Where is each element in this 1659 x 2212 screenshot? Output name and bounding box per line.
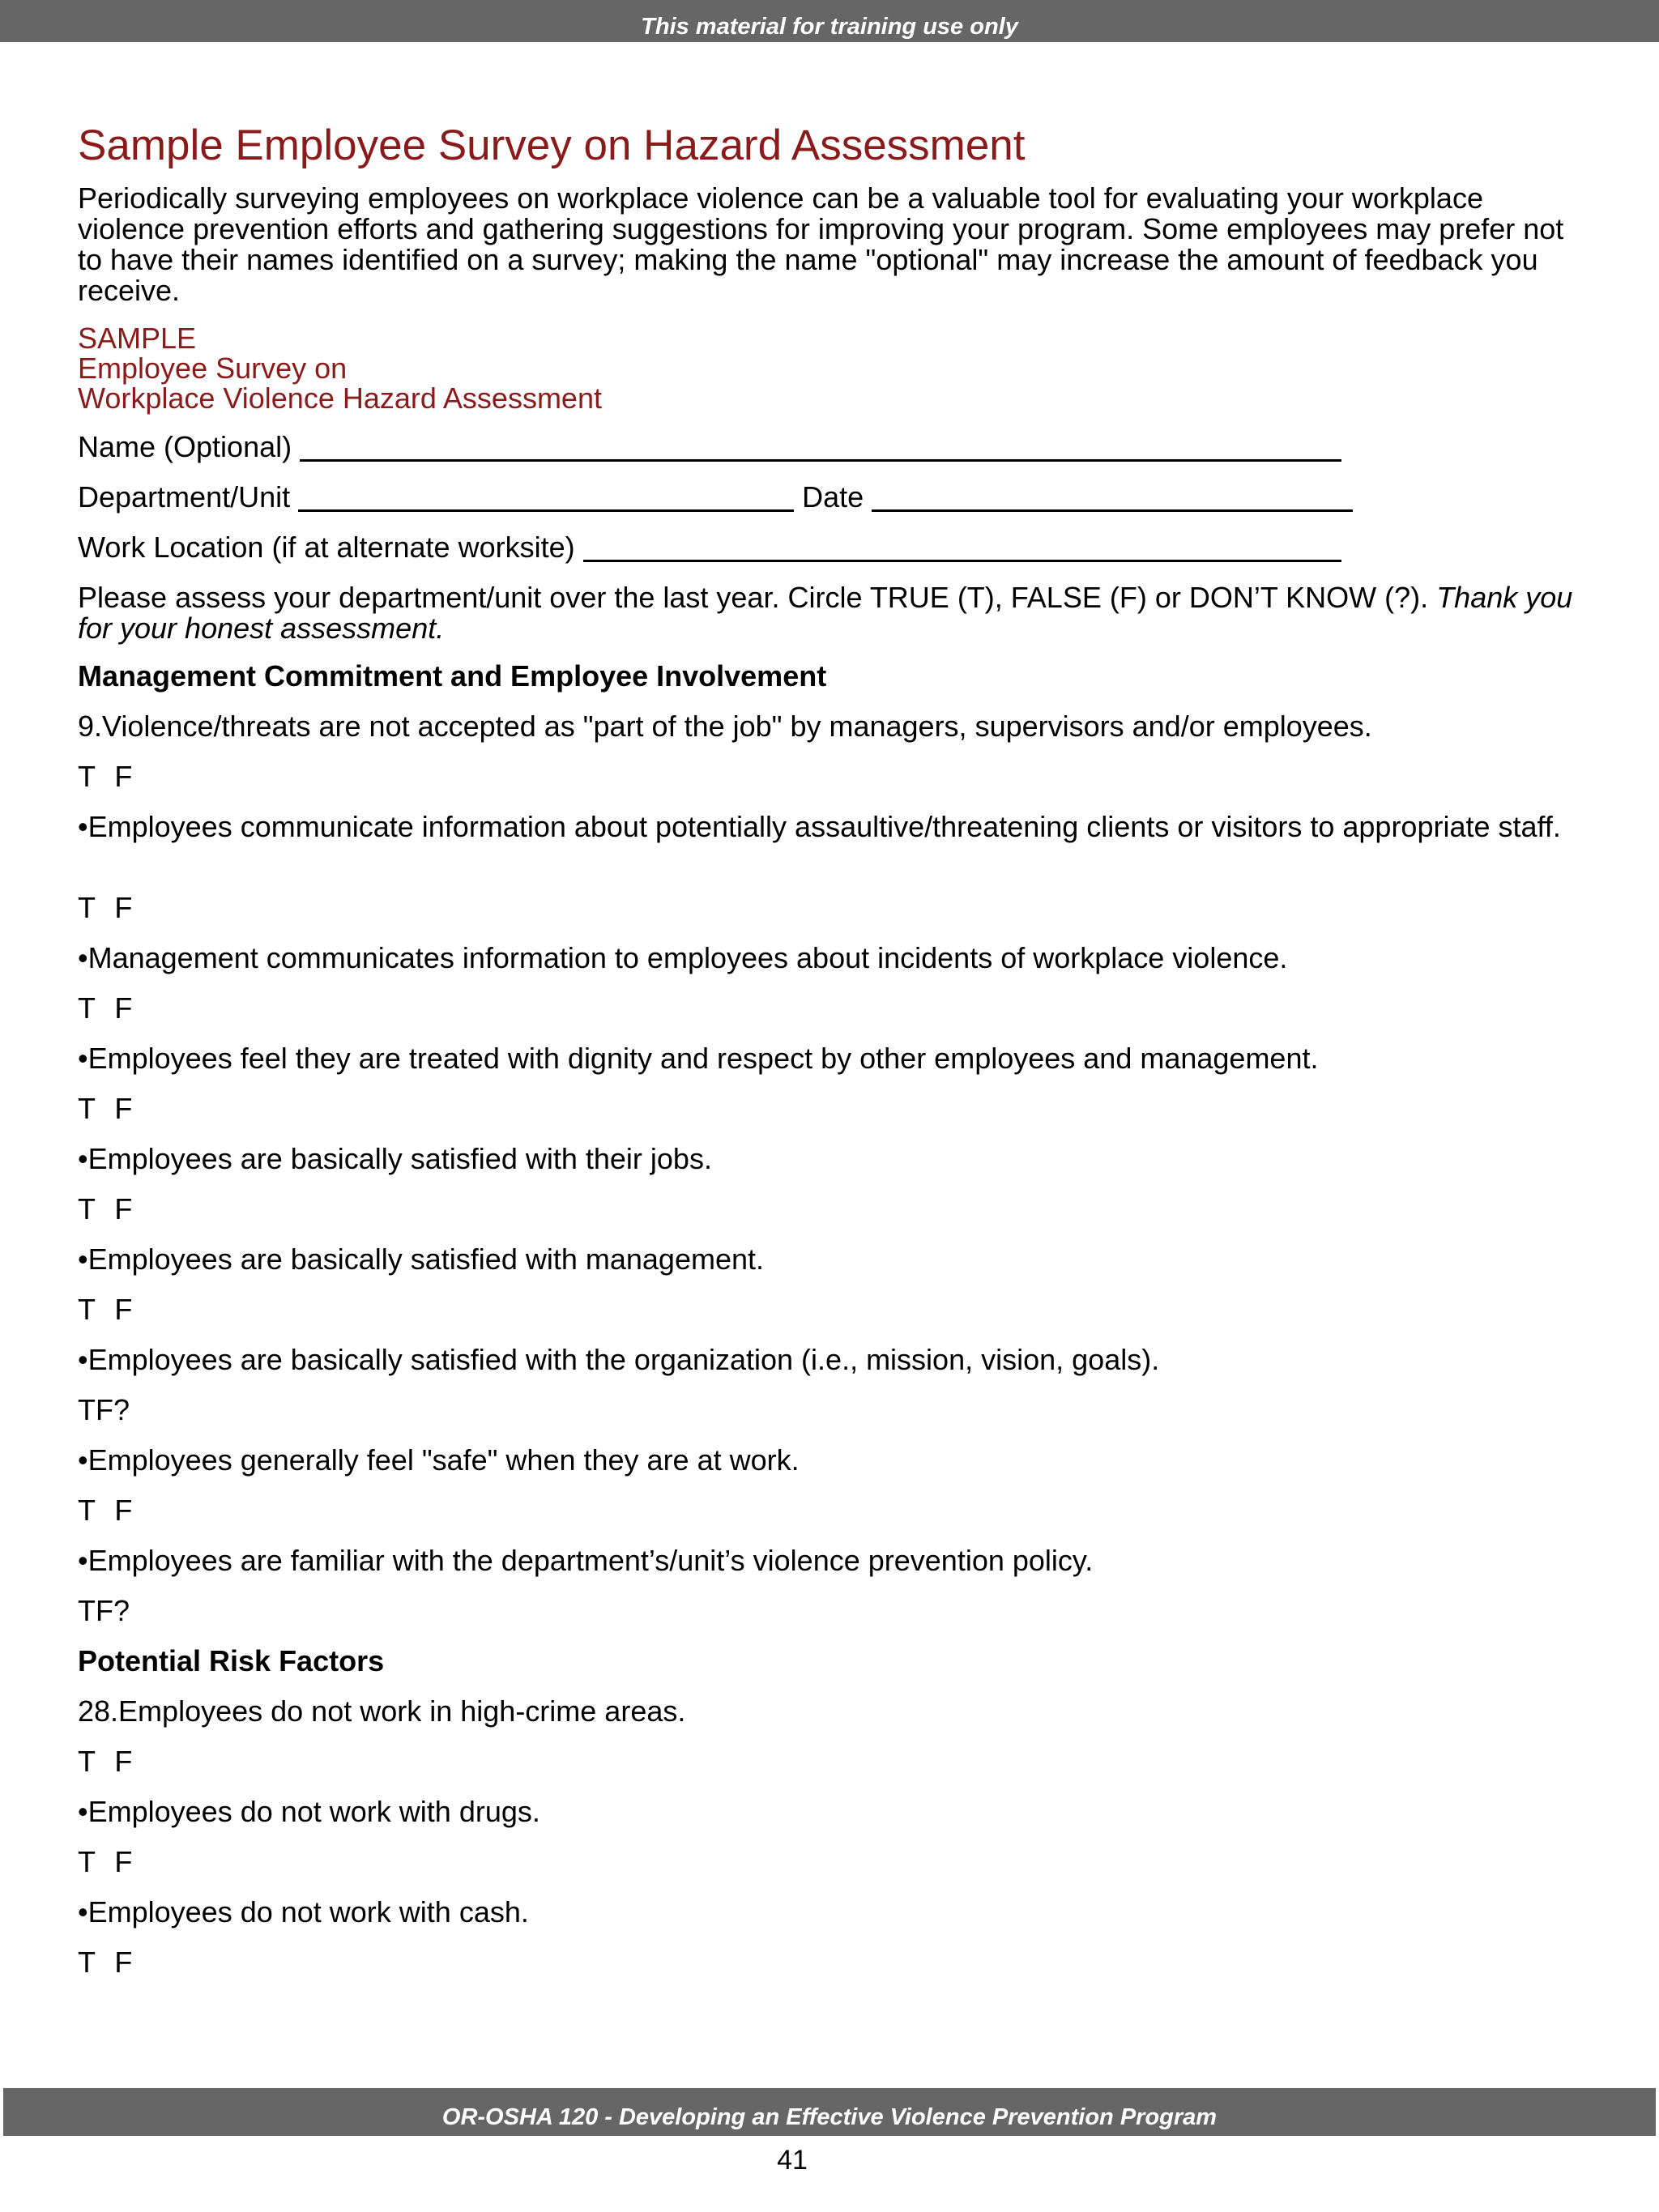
answer-options[interactable]: T F bbox=[78, 891, 133, 924]
page-number: 41 bbox=[777, 2145, 808, 2176]
instructions bbox=[78, 582, 1584, 644]
survey-item: •Employees are basically satisfied with the organization (i.e., mission, vision, goals). bbox=[78, 1343, 1160, 1376]
answer-options[interactable]: TF? bbox=[78, 1393, 130, 1426]
sample-heading-line: Workplace Violence Hazard Assessment bbox=[78, 381, 602, 415]
survey-item: •Employees generally feel "safe" when they are at work. bbox=[78, 1443, 800, 1477]
work-location-label: Work Location (if at alternate worksite) bbox=[78, 531, 575, 564]
survey-item: 9.Violence/threats are not accepted as "part of the job" by managers, supervisors and/or employees. bbox=[78, 710, 1372, 743]
survey-item: •Employees feel they are treated with dignity and respect by other employees and management. bbox=[78, 1042, 1319, 1075]
work-location-row bbox=[78, 532, 1584, 582]
survey-item: •Employees are basically satisfied with management. bbox=[78, 1242, 765, 1276]
section-title-risk-factors: Potential Risk Factors bbox=[78, 1644, 385, 1677]
footer-banner: OR-OSHA 120 - Developing an Effective Violence Prevention Program bbox=[3, 2088, 1656, 2136]
name-field[interactable] bbox=[300, 432, 1341, 462]
survey-item: 28.Employees do not work in high-crime areas. bbox=[78, 1694, 686, 1728]
section-title-management: Management Commitment and Employee Involvement bbox=[78, 659, 827, 693]
answer-options[interactable]: T F bbox=[78, 1494, 133, 1527]
answer-options[interactable]: T F bbox=[78, 1745, 133, 1778]
survey-item: •Employees are basically satisfied with their jobs. bbox=[78, 1142, 712, 1175]
sample-heading-line: Employee Survey on bbox=[78, 352, 348, 385]
instructions-thanks: Thank you for your honest assessment. bbox=[78, 581, 1573, 645]
work-location-field[interactable] bbox=[583, 532, 1341, 562]
sample-heading bbox=[78, 323, 1584, 413]
department-label: Department/Unit bbox=[78, 480, 291, 514]
name-label: Name (Optional) bbox=[78, 430, 292, 463]
answer-options[interactable]: T F bbox=[78, 1192, 133, 1225]
survey-item: •Employees are familiar with the department’s/unit’s violence prevention policy. bbox=[78, 1544, 1094, 1577]
survey-item: •Employees do not work with cash. bbox=[78, 1895, 529, 1929]
name-field-row bbox=[78, 432, 1584, 482]
answer-options[interactable]: T F bbox=[78, 1293, 133, 1326]
department-date-row bbox=[78, 482, 1584, 532]
instructions-text: Please assess your department/unit over the last year. Circle TRUE (T), FALSE (F) or DON’T KNOW (?). bbox=[78, 581, 1429, 614]
top-banner: This material for training use only bbox=[0, 0, 1659, 42]
document-body bbox=[78, 120, 1584, 1997]
intro-paragraph: Periodically surveying employees on workplace violence can be a valuable tool for evaluating your workplace violence prevention efforts and gathering suggestions for improving your program. Some employees may prefer not to have their names identified on a survey; making the name "optional" may increase the amount of feedback you receive. bbox=[78, 181, 1564, 307]
answer-options[interactable]: T F bbox=[78, 1092, 133, 1125]
answer-options[interactable]: TF? bbox=[78, 1594, 130, 1627]
page-title: Sample Employee Survey on Hazard Assessment bbox=[78, 121, 1026, 169]
answer-options[interactable]: T F bbox=[78, 1845, 133, 1878]
sample-heading-line: SAMPLE bbox=[78, 322, 197, 355]
answer-options[interactable]: T F bbox=[78, 991, 133, 1025]
survey-item: •Employees communicate information about potentially assaultive/threatening clients or visitors to appropriate staff. bbox=[78, 810, 1561, 843]
answer-options[interactable]: T F bbox=[78, 760, 133, 793]
survey-item: •Management communicates information to employees about incidents of workplace violence. bbox=[78, 941, 1288, 974]
date-label: Date bbox=[802, 480, 864, 514]
survey-item: •Employees do not work with drugs. bbox=[78, 1795, 540, 1828]
date-field[interactable] bbox=[872, 482, 1353, 512]
answer-options[interactable]: T F bbox=[78, 1946, 133, 1979]
department-field[interactable] bbox=[298, 482, 794, 512]
